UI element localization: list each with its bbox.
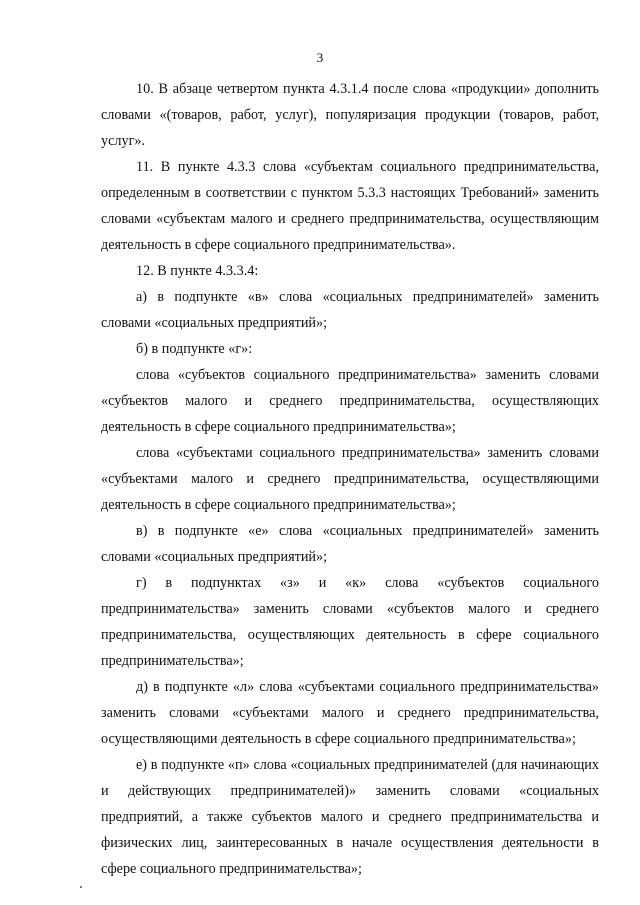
paragraph-12b-1: слова «субъектов социального предпринимательства» заменить словами «субъектов малого и среднего предпринимательства, осуществляющих деятельность в сфере социального предпринимательства»; xyxy=(101,367,599,435)
scan-speck xyxy=(80,886,82,888)
page-number: 3 xyxy=(316,50,324,65)
paragraph-12v: в) в подпункте «е» слова «социальных предпринимателей» заменить словами «социальных предприятий»; xyxy=(101,523,599,565)
paragraph-11: 11. В пункте 4.3.3 слова «субъектам социального предпринимательства, определенным в соответствии с пунктом 5.3.3 настоящих Требований» заменить словами «субъектам малого и среднего предпринимательства, осуществляющим деятельность в сфере социального предпринимательства». xyxy=(101,159,599,253)
paragraph-12b: б) в подпункте «г»: xyxy=(136,341,253,357)
document-body xyxy=(101,76,599,882)
paragraph-10: 10. В абзаце четвертом пункта 4.3.1.4 после слова «продукции» дополнить словами «(товаров, работ, услуг), популяризация продукции (товаров, работ, услуг». xyxy=(101,81,599,149)
paragraph-12: 12. В пункте 4.3.3.4: xyxy=(136,263,259,279)
paragraph-12g: г) в подпунктах «з» и «к» слова «субъектов социального предпринимательства» заменить словами «субъектов малого и среднего предпринимательства, осуществляющих деятельность в сфере социального предпринимательства»; xyxy=(101,575,599,669)
paragraph-12d: д) в подпункте «л» слова «субъектами социального предпринимательства» заменить словами «субъектами малого и среднего предпринимательства, осуществляющими деятельность в сфере социального предпринимательства»; xyxy=(101,679,599,747)
paragraph-12a: а) в подпункте «в» слова «социальных предпринимателей» заменить словами «социальных предприятий»; xyxy=(101,289,599,331)
paragraph-12e: е) в подпункте «п» слова «социальных предпринимателей (для начинающих и действующих предпринимателей)» заменить словами «социальных предприятий, а также субъектов малого и среднего предпринимательства и физических лиц, заинтересованных в начале осуществления деятельности в сфере социального предпринимательства»; xyxy=(101,757,599,877)
paragraph-12b-2: слова «субъектами социального предпринимательства» заменить словами «субъектами малого и среднего предпринимательства, осуществляющими деятельность в сфере социального предпринимательства»; xyxy=(101,445,599,513)
